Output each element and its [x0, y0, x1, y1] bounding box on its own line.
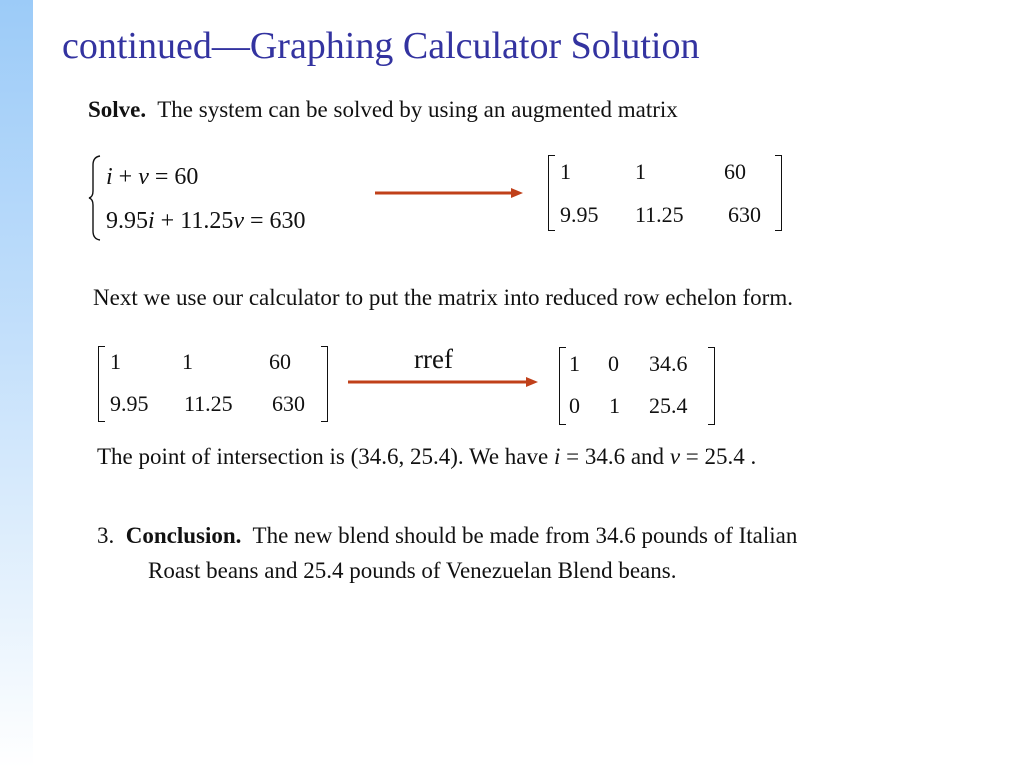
matrix-right-bracket [775, 155, 782, 231]
matrix-cell: 11.25 [184, 391, 233, 416]
matrix-cell: 1 [609, 393, 620, 418]
matrix-cell: 1 [569, 351, 580, 376]
conclusion-label: Conclusion. [125, 523, 242, 548]
eq1-var-v: v [138, 164, 149, 190]
side-gradient-bar [0, 0, 33, 768]
eq1-plus: + [112, 164, 139, 190]
intersection-var-v: v [669, 444, 681, 469]
equation-2 [106, 207, 306, 235]
eq1-var-i: i [106, 164, 113, 190]
eq2-var-v: v [233, 208, 244, 234]
eq2-coef-v: 11.25 [180, 208, 234, 234]
solve-text: The system can be solved by using an augmented matrix [157, 97, 678, 122]
matrix-cell: 9.95 [110, 391, 149, 416]
matrix-cell: 60 [269, 349, 291, 374]
augmented-matrix [548, 155, 782, 231]
eq2-var-i: i [148, 208, 155, 234]
matrix-right-bracket [321, 346, 328, 422]
eq2-rhs: 630 [269, 208, 306, 234]
eq1-rhs: 60 [174, 164, 199, 190]
left-brace [88, 155, 102, 241]
matrix-cell: 1 [560, 159, 571, 184]
matrix-cell: 0 [569, 393, 580, 418]
eq1-equals: = [148, 164, 175, 190]
eq2-equals: = [243, 208, 270, 234]
slide-title: continued—Graphing Calculator Solution [62, 25, 700, 67]
conclusion-number: 3. [97, 523, 115, 548]
matrix-cell: 630 [728, 202, 761, 227]
rref-intro-text: Next we use our calculator to put the matrix into reduced row echelon form. [93, 285, 793, 310]
matrix-cell: 630 [272, 391, 305, 416]
conclusion-text-1: The new blend should be made from 34.6 pounds of Italian [252, 523, 798, 548]
rref-label: rref [414, 344, 453, 374]
matrix-cell: 1 [182, 349, 193, 374]
equation-system [88, 155, 378, 241]
matrix-cell: 34.6 [649, 351, 688, 376]
matrix-cell: 60 [724, 159, 746, 184]
rref-input-matrix [98, 346, 328, 422]
matrix-left-bracket [98, 346, 105, 422]
eq2-plus: + [154, 208, 181, 234]
right-arrow-icon [348, 374, 540, 390]
matrix-left-bracket [548, 155, 555, 231]
intersection-part3: = 25.4 . [680, 444, 757, 469]
intersection-part1: The point of intersection is (34.6, 25.4). We have [97, 444, 554, 469]
intersection-var-i: i [553, 444, 561, 469]
matrix-cell: 11.25 [635, 202, 684, 227]
intersection-part2: = 34.6 and [560, 444, 670, 469]
matrix-left-bracket [559, 347, 566, 425]
matrix-cell: 9.95 [560, 202, 599, 227]
matrix-cell: 0 [608, 351, 619, 376]
conclusion-line-2: Roast beans and 25.4 pounds of Venezuelan Blend beans. [148, 558, 677, 583]
rref-result-matrix [559, 347, 715, 425]
matrix-cell: 25.4 [649, 393, 688, 418]
intersection-text [97, 443, 756, 471]
solve-line [88, 96, 678, 124]
eq2-coef-i: 9.95 [106, 208, 148, 234]
matrix-cell: 1 [110, 349, 121, 374]
equation-1 [106, 163, 198, 191]
conclusion-line-1 [97, 522, 797, 550]
solve-label: Solve. [88, 97, 147, 122]
matrix-cell: 1 [635, 159, 646, 184]
right-arrow-icon [375, 185, 525, 201]
matrix-right-bracket [708, 347, 715, 425]
